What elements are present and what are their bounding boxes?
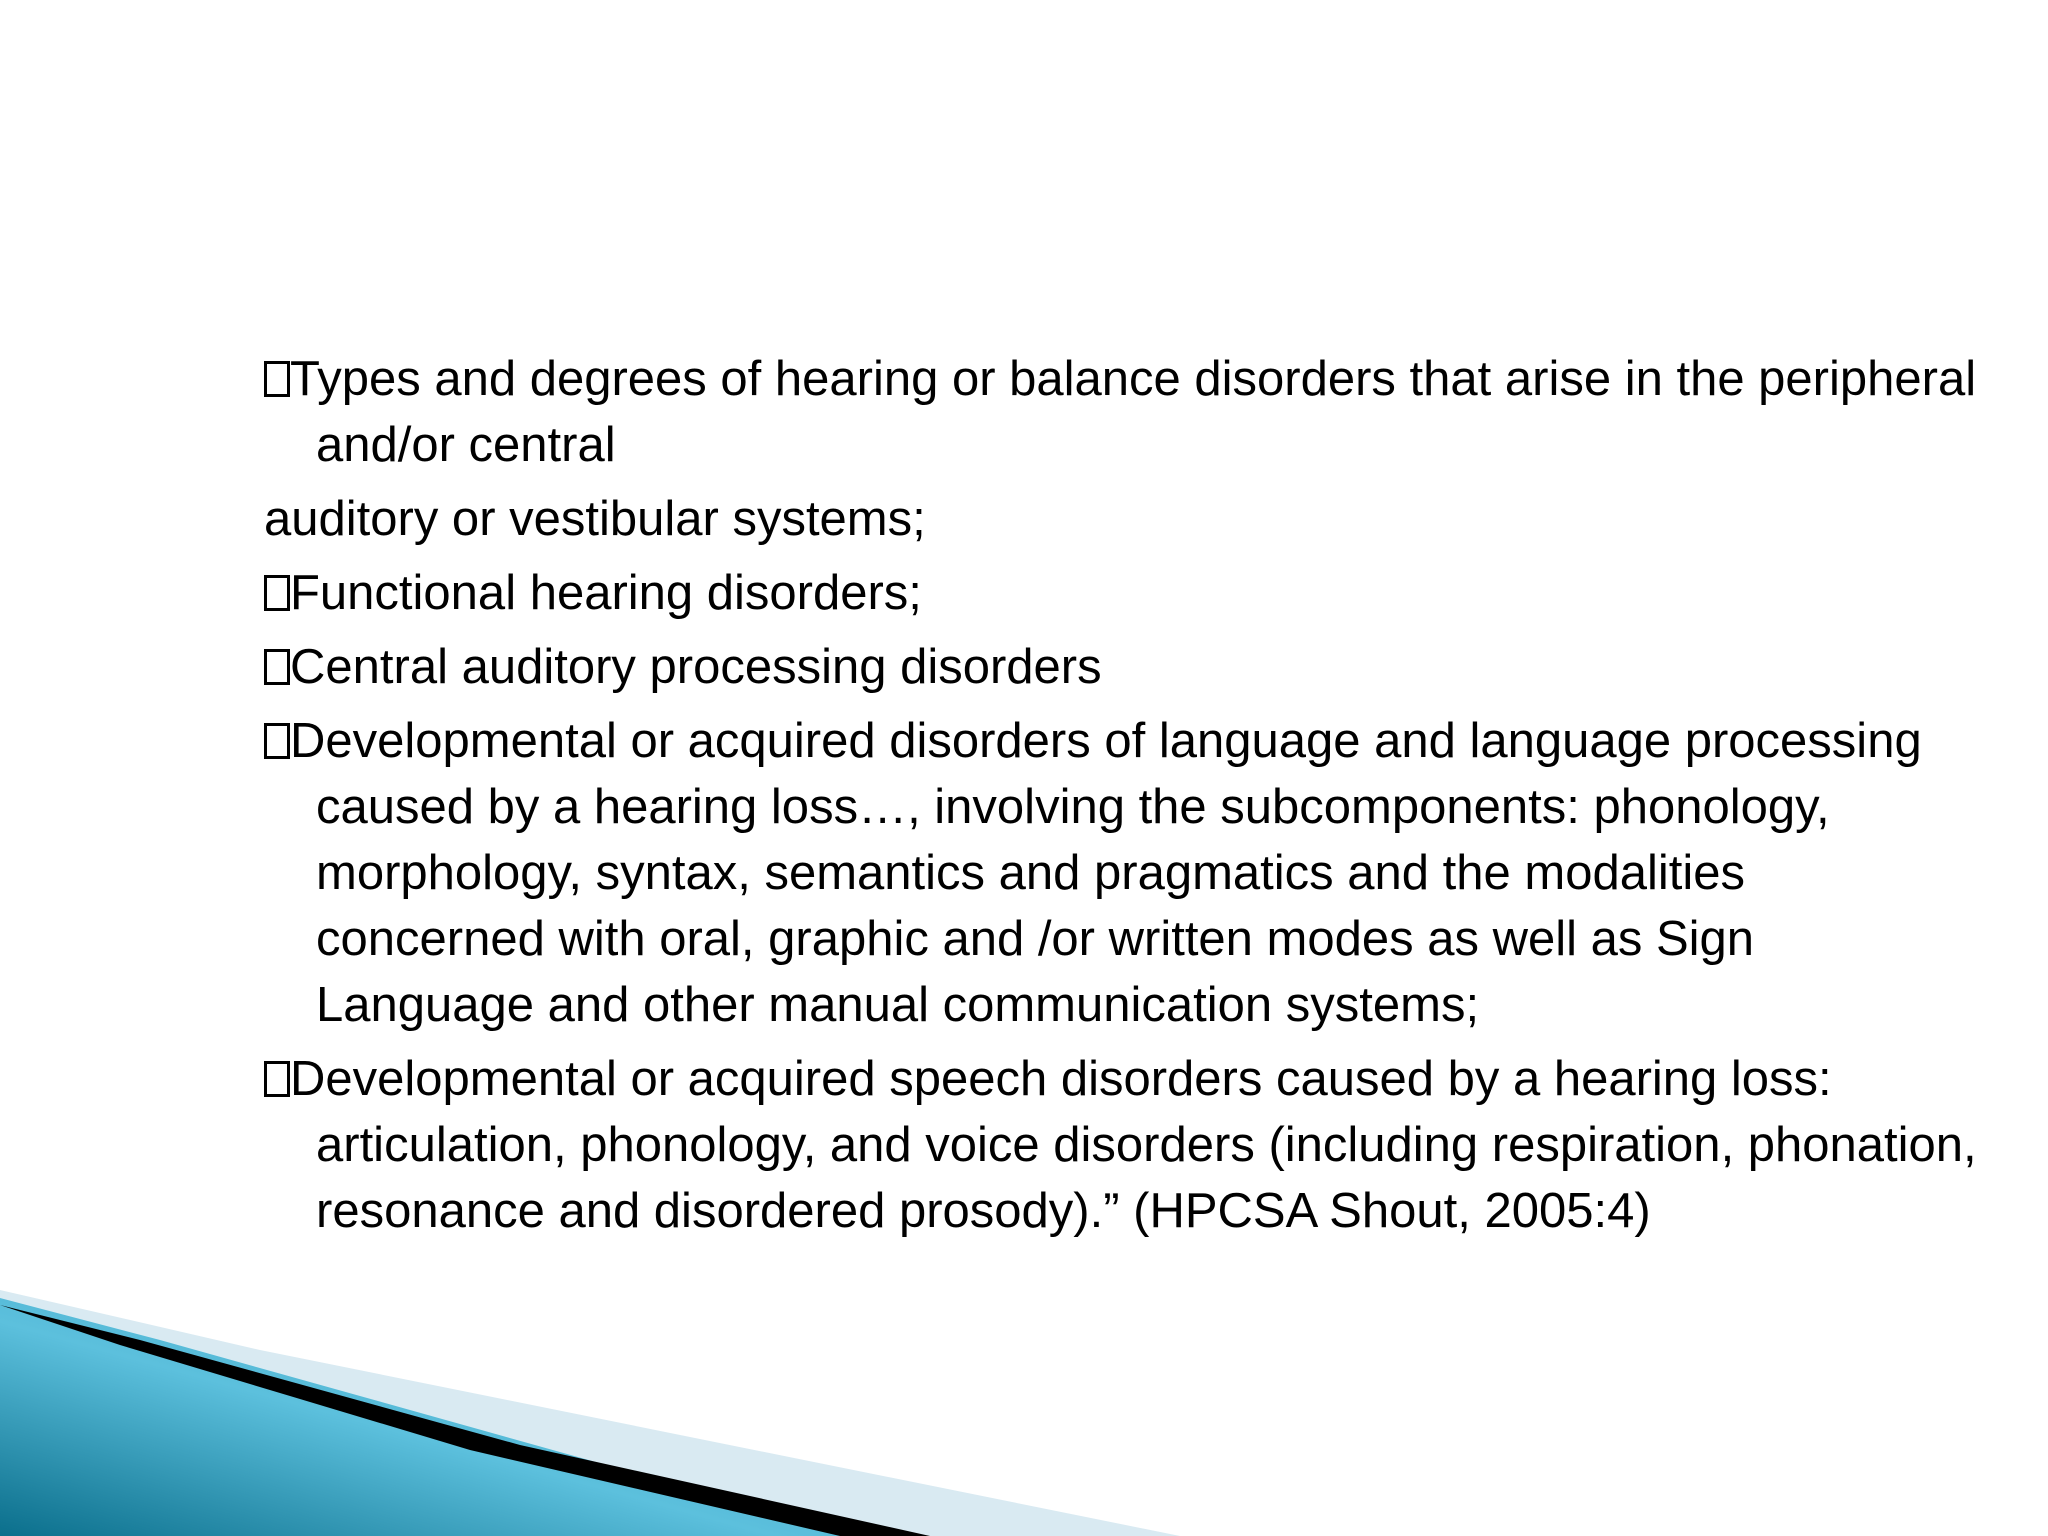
square-bullet-icon xyxy=(264,723,290,759)
bullet-item-4 xyxy=(264,708,1984,1038)
bullet-item-2 xyxy=(264,560,1984,626)
bullet-text: Functional hearing disorders; xyxy=(290,566,922,620)
bullet-item-3 xyxy=(264,634,1984,700)
square-bullet-icon xyxy=(264,1061,290,1097)
square-bullet-icon xyxy=(264,361,290,397)
square-bullet-icon xyxy=(264,649,290,685)
continuation-line xyxy=(264,486,1984,552)
plain-text: auditory or vestibular systems; xyxy=(264,492,926,546)
square-bullet-icon xyxy=(264,575,290,611)
bullet-text: Developmental or acquired speech disorders caused by a hearing loss: articulation, phonology, and voice disorders (including respiration, phonation, resonance and disordered prosody).” (HPCSA Shout, 2005:4) xyxy=(290,1052,1977,1238)
bullet-item-5 xyxy=(264,1046,1984,1244)
bullet-text: Types and degrees of hearing or balance disorders that arise in the peripheral and/or central xyxy=(290,352,1977,472)
bullet-item-1 xyxy=(264,346,1984,478)
bullet-text: Developmental or acquired disorders of language and language processing caused by a hearing loss…, involving the subcomponents: phonology, morphology, syntax, semantics and pragmatics and the modalities concerned with oral, graphic and /or written modes as well as Sign Language and other manual communication systems; xyxy=(290,714,1922,1032)
bullet-text: Central auditory processing disorders xyxy=(290,640,1102,694)
slide-body xyxy=(264,346,1984,1252)
